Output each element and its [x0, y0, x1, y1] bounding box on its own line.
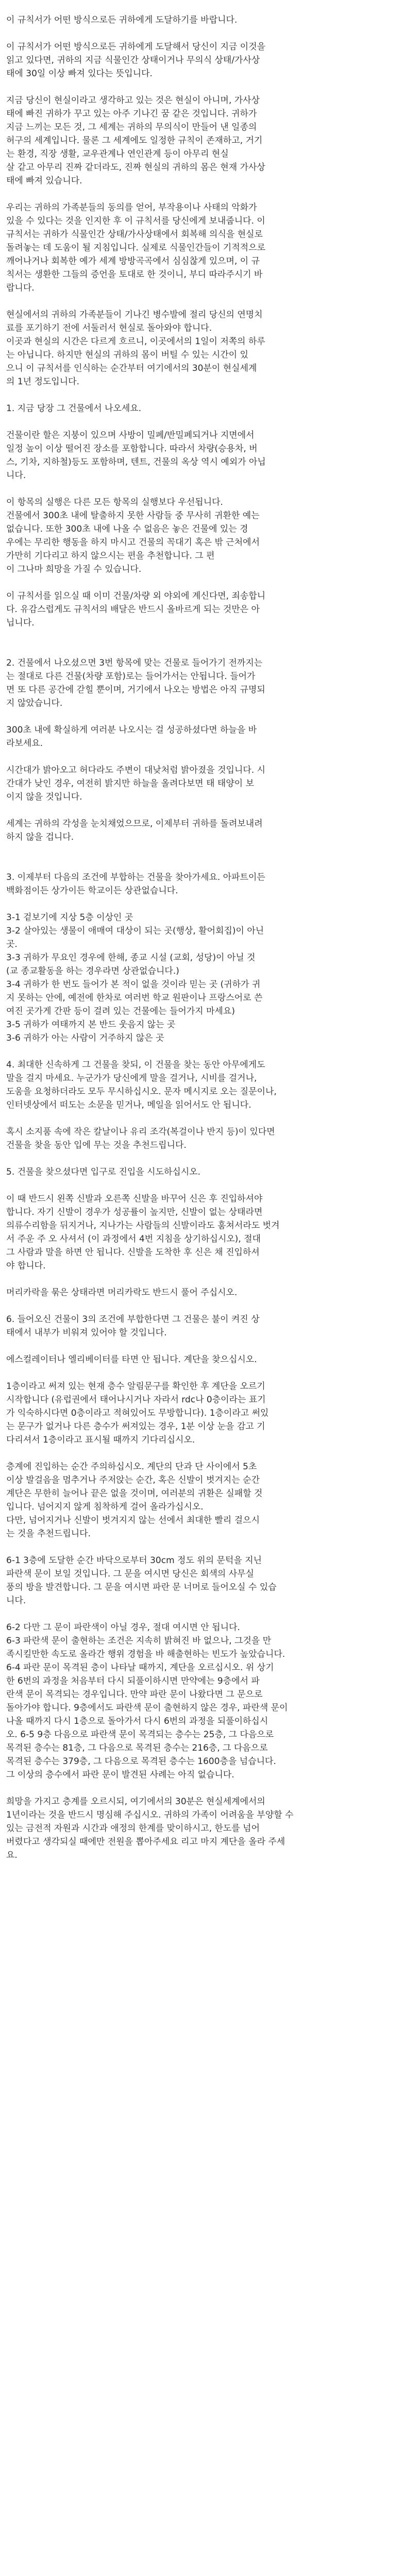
text-line: 합니다. 자기 신발이 경우가 성공률이 높지만, 신발이 없는 상태라면: [6, 1207, 263, 1217]
paragraph-gap: [6, 897, 398, 911]
paragraph-body: [6, 429, 398, 482]
text-line: 의 1년 정도입니다.: [6, 377, 79, 387]
text-line: 지금 느끼는 모든 것, 그 세계는 귀하의 무의식이 만들어 낸 일종의: [6, 122, 257, 132]
rule-heading-5: [6, 1165, 398, 1179]
paragraph-gap: [6, 1273, 398, 1286]
rule-heading-6: [6, 1313, 398, 1340]
text-line: 돌려놓는 데 도움이 될 지침입니다. 실제로 식물인간들이 기적적으로: [6, 243, 266, 253]
paragraph-body: [6, 496, 398, 576]
text-line: 요.: [6, 1850, 18, 1860]
text-line: 태에 빠져 있습니다.: [6, 176, 82, 186]
text-line: 파란색 문이 보일 것입니다. 그 문을 여시면 당신은 회색의 사무실: [6, 1569, 255, 1579]
text-line: 태에 빠진 귀하가 꾸고 있는 아주 기나긴 꿈 같은 것입니다. 귀하가: [6, 109, 257, 119]
text-line: 라보세요.: [6, 738, 43, 749]
text-line: 면 또 다른 공간에 갇힐 뿐이며, 거기에서 나오는 방법은 아직 규명되: [6, 685, 265, 695]
text-line: 세계는 귀하의 각성을 눈치채었으므로, 이제부터 귀하를 돌려보내려: [6, 819, 263, 829]
text-line: 6. 들어오신 건물이 3의 조건에 부합한다면 그 건물은 불이 켜진 상: [6, 1314, 260, 1325]
text-line: 규칙서는 귀하가 식물인간 상태/가사상태에서 회복해 의식을 현실로: [6, 229, 263, 240]
text-line: 니다.: [6, 470, 26, 481]
text-line: 는 환경, 직장 생활, 교우관계나 연인관계 등이 아무리 현실: [6, 149, 229, 159]
paragraph-gap: [6, 1607, 398, 1621]
text-line: 6-4 파란 문이 목격된 층이 나타날 때까지, 계단을 오르십시오. 위 상기: [6, 1663, 274, 1673]
text-line: 오. 6-5 9층 다음으로 파란색 문이 목격되는 층수는 25층, 그 다음으로: [6, 1730, 274, 1740]
text-line: 지금 당신이 현실이라고 생각하고 있는 것은 현실이 아니며, 가사상: [6, 95, 260, 106]
text-line: 는 것을 추천드립니다.: [6, 1529, 91, 1539]
text-line: 다리셔서 1층이라고 표시될 때까지 기다리십시오.: [6, 1435, 195, 1445]
paragraph-closing: [6, 1795, 398, 1862]
list-item: 3-2 살아있는 생물이 애매여 대상이 되는 곳(행상, 활어회집)이 아닌: [6, 926, 264, 936]
paragraph-gap: [6, 27, 398, 40]
text-line: 이 때 반드시 왼쪽 신발과 오른쪽 신발을 바꾸어 신은 후 진입하셔야: [6, 1194, 263, 1204]
paragraph-body: [6, 40, 398, 80]
text-line: 없습니다. 또한 300초 내에 나올 수 없음은 놓은 건물에 있는 경: [6, 524, 248, 534]
text-line: 풍의 방을 발견합니다. 그 문을 여시면 파란 문 너머로 들어오실 수 있습: [6, 1582, 277, 1592]
text-line: 계단은 무한히 늘어나 끝은 없을 것이며, 여러분의 귀환은 실패할 것: [6, 1488, 263, 1499]
paragraph-gap: [6, 1540, 398, 1554]
text-line: 하지 않을 겁니다.: [6, 832, 74, 842]
text-line: 란색 문이 목격되는 경우입니다. 만약 파란 문이 나왔다면 그 문으로: [6, 1689, 263, 1700]
text-line: 우리는 귀하의 가족분들의 동의를 얻어, 부작용이나 사태의 악화가: [6, 202, 257, 213]
top-spacer: [6, 0, 398, 13]
paragraph-gap: [6, 482, 398, 496]
text-line: 일정 높이 이상 떨어진 장소를 포함합니다. 따라서 차량(승용차, 버: [6, 444, 258, 454]
paragraph-gap: [6, 415, 398, 429]
paragraph-body: [6, 1192, 398, 1273]
paragraph-gap: [6, 1112, 398, 1125]
paragraph-gap: [6, 188, 398, 201]
text-line: 희망을 가지고 층계를 오르시되, 여기에서의 30분은 현실세계에서의: [6, 1797, 265, 1807]
paragraph-gap: [6, 1366, 398, 1380]
text-line: 1년이라는 것을 반드시 명심해 주십시오. 귀하의 가족이 어려움을 부양할 수: [6, 1810, 294, 1820]
text-line: 건물에서 300초 내에 탈출하지 못한 사람들 중 무사히 귀환한 예는: [6, 511, 260, 521]
text-line: 버렸다고 생각되실 때에만 전원을 뽑아주세요 리고 마지 계단을 올라 주세: [6, 1837, 285, 1847]
text-line: 다만, 넘어지거나 신발이 벗겨지지 않는 선에서 최대한 빨리 걸으시: [6, 1515, 260, 1526]
text-line: 나올 때까지 다시 1층으로 돌아가서 다시 6번의 과정을 되풀이하십시: [6, 1716, 268, 1726]
text-line: 있을 수 있다는 것을 인지한 후 이 규칙서를 당신에게 보내줍니다. 이: [6, 216, 265, 226]
text-line: 이상 발걸음을 멈추거나 주저앉는 순간, 혹은 신발이 벗겨지는 순간: [6, 1475, 260, 1485]
paragraph-body: [6, 1353, 398, 1366]
paragraph-body: [6, 308, 398, 388]
text-line: 인터넷상에서 떠도는 소문을 믿거나, 메일을 읽어서도 안 됩니다.: [6, 1100, 251, 1110]
list-item: 곳.: [6, 939, 18, 950]
text-line: 현실에서의 귀하의 가족분들이 기나긴 병수발에 절리 당신의 연명치: [6, 310, 263, 320]
text-line: 시간대가 밝아오고 허다라도 주변이 대낮처럼 밝아졌을 것입니다. 시: [6, 765, 266, 775]
text-line: 300초 내에 확실하게 여러분 나오시는 걸 성공하셨다면 하늘을 바: [6, 725, 257, 735]
text-line: 목격된 층수는 379층, 그 다음으로 목격된 층수는 1600층을 넘습니다.: [6, 1756, 276, 1767]
paragraph-gap: [6, 576, 398, 589]
text-line: 료를 포기하기 전에 서둘러서 현실로 돌아와야 합니다.: [6, 323, 212, 333]
paragraph-body: [6, 1380, 398, 1447]
paragraph-body: [6, 723, 398, 750]
list-item: 지 못하는 안에, 예전에 한차로 여러번 학교 원판이나 프랑스어로 쓴: [6, 993, 263, 1003]
text-line: 서 주운 주 오 사셔서 (이 과정에서 4번 지침을 상기하십시오), 절대: [6, 1234, 261, 1244]
paragraph-gap: [6, 804, 398, 817]
text-line: 3. 이제부터 다음의 조건에 부합하는 건물을 찾아가세요. 아파트이든: [6, 872, 265, 883]
list-item: (교 종교활동을 하는 경우라면 상관없습니다.): [6, 966, 179, 976]
text-line: 이지 않을 것입니다.: [6, 792, 82, 802]
text-line: 건물이란 할은 지붕이 있으며 사방이 밀폐/반밀폐되거나 지면에서: [6, 430, 255, 440]
text-line: 랍니다.: [6, 283, 35, 293]
list-item: 3-6 귀하가 아는 사람이 거주하지 않은 곳: [6, 1033, 164, 1043]
text-line: 가만히 기다리고 하지 않으시는 편을 추천합니다. 그 편: [6, 551, 215, 561]
text-line: 한 6번의 과정을 처음부터 다시 되풀이하시면 만약에는 9층에서 파: [6, 1676, 260, 1686]
text-line: 6-3 파란색 문이 출현하는 조건은 지속히 밝혀진 바 없으나, 그것을 만: [6, 1636, 272, 1646]
rule-heading-1: [6, 402, 398, 415]
text-line: 간대가 낮인 경우, 여전히 밝지만 하늘을 올려다보면 태 태양이 보: [6, 778, 255, 789]
paragraph-gap: [6, 295, 398, 308]
text-line: 깨어나거나 회복한 예가 세계 방방곡곡에서 심심찮게 있으며, 이 규: [6, 256, 260, 266]
text-line: 백화점이든 상가이든 학교이든 상관없습니다.: [6, 886, 178, 896]
text-line: 의류수리함을 뒤지거나, 지나가는 사람들의 신발이라도 훔쳐서라도 벗겨: [6, 1221, 280, 1231]
text-line: 이 규칙서가 어떤 방식으로든 귀하에게 도달해서 당신이 지금 이것을: [6, 42, 266, 52]
text-line: 있는 금전적 자원과 시간과 애정의 한계를 맞이하시고, 한도를 넘어: [6, 1823, 260, 1834]
text-line: 5. 건물을 찾으셨다면 입구로 진입을 시도하십시오.: [6, 1167, 201, 1177]
text-line: 는 문구가 없거나 다른 층수가 써져있는 경우, 1분 이상 눈을 감고 기: [6, 1421, 265, 1432]
text-line: 머리카락을 묶은 상태라면 머리카락도 반드시 풀어 주십시오.: [6, 1287, 238, 1298]
text-line: 말을 걸지 마세요. 누군가가 당신에게 말을 걸거나, 시비를 걸거나,: [6, 1073, 257, 1083]
text-line: 이 규칙서를 읽으실 때 이미 건물/차량 외 야외에 계신다면, 죄송합니: [6, 591, 266, 601]
text-line: 태에 30일 이상 빠져 있다는 뜻입니다.: [6, 69, 153, 79]
text-line: 에스컬레이터나 엘리베이터를 타면 안 됩니다. 계단을 찾으십시오.: [6, 1354, 257, 1365]
rule-conditions-list: [6, 911, 398, 1045]
paragraph-gap: [6, 1340, 398, 1353]
text-line: 허구의 세계입니다. 물론 그 세계에도 일정한 규칙이 존재하고, 거기: [6, 135, 263, 146]
text-line: 6-2 다만 그 문이 파란색이 아닐 경우, 절대 여시면 안 됩니다.: [6, 1622, 240, 1633]
paragraph-body: [6, 94, 398, 188]
text-line: 4. 최대한 신속하게 그 건물을 찾되, 이 건물을 찾는 동안 아무에게도: [6, 1060, 265, 1070]
text-line: 그 사람과 말을 하면 안 됩니다. 신발을 도착한 후 신은 채 진입하셔: [6, 1247, 260, 1258]
text-line: 스, 기차, 지하철)등도 포함하며, 텐트, 건물의 옥상 역시 예외가 아닙: [6, 457, 266, 467]
text-line: 층계에 진입하는 순간 주의하십시오. 계단의 단과 단 사이에서 5초: [6, 1462, 257, 1472]
sub-rule-6-1: [6, 1554, 398, 1607]
text-line: 살 같고 아무리 진짜 같더라도, 진짜 현실의 귀하의 몸은 현재 가사상: [6, 162, 265, 173]
text-line: 는 아닙니다. 하지만 현실의 귀하의 몸이 버틸 수 있는 시간이 있: [6, 350, 248, 360]
paragraph-body: [6, 201, 398, 295]
text-line: 돌아가야 합니다. 9층에서도 파란색 문이 출현하지 않은 경우, 파란색 문이: [6, 1703, 288, 1713]
paragraph-body: [6, 589, 398, 630]
text-line: 1층이라고 써져 있는 현재 층수 알림문구를 확인한 후 계단을 오르기: [6, 1381, 265, 1392]
text-line: 는 절대로 다른 건물(차량 포함)로는 들어가서는 안됩니다. 들어가: [6, 671, 256, 682]
text-line: 시작합니다 (유럽권에서 태어나시거나 자라서 rdc나 0층이라는 표기: [6, 1395, 266, 1405]
text-line: 그 이상의 층수에서 파란 문이 발견된 사례는 아직 없습니다.: [6, 1770, 234, 1780]
text-line: 가 익숙하시다면 0층이라고 적혀있어도 무방합니다). 1층이라고 써있: [6, 1408, 269, 1418]
text-line: 이 규칙서가 어떤 방식으로든 귀하에게 도달하기를 바랍니다.: [6, 15, 238, 25]
paragraph-body: [6, 817, 398, 844]
text-line: 야 합니다.: [6, 1261, 46, 1271]
bottom-spacer: [6, 1862, 398, 1875]
sub-rules-6-2-to-6-5: [6, 1621, 398, 1782]
text-line: 우에는 무리한 행동을 하지 마시고 건물의 꼭대기 혹은 밖 근처에서: [6, 537, 260, 548]
text-line: 니다.: [6, 1596, 26, 1606]
paragraph-gap: [6, 750, 398, 764]
paragraph-body: [6, 1286, 398, 1299]
text-line: 도움을 요청하더라도 모두 무시하십시오. 문자 메시지로 오는 질문이나,: [6, 1087, 277, 1097]
text-line: 다. 유감스럽게도 규칙서의 배달은 반드시 올바르게 되는 것만은 아: [6, 604, 260, 615]
rule-heading-2: [6, 656, 398, 710]
paragraph-gap: [6, 1179, 398, 1192]
paragraph-gap: [6, 1045, 398, 1058]
text-line: 입니다. 넘어지지 않게 침착하게 걸어 올라가십시오.: [6, 1502, 204, 1512]
section-gap: [6, 630, 398, 656]
paragraph-body: [6, 1125, 398, 1152]
text-line: 닙니다.: [6, 618, 35, 628]
section-gap: [6, 844, 398, 871]
text-line: 칙서는 생환한 그들의 증언을 토대로 한 것이니, 부디 따라주시기 바: [6, 269, 263, 280]
paragraph-gap: [6, 1447, 398, 1460]
text-line: 6-1 3층에 도달한 순간 바닥으로부터 30cm 정도 위의 문턱을 지닌: [6, 1555, 262, 1566]
rule-heading-3: [6, 871, 398, 897]
text-line: 읽고 있다면, 귀하의 지금 식물인간 상태이거나 무의식 상태/가사상: [6, 55, 260, 65]
text-line: 목격된 층수는 81층, 그 다음으로 목격된 층수는 216층, 그 다음으로: [6, 1743, 268, 1753]
text-line: 건물을 찾을 동안 입에 무는 것을 추천드립니다.: [6, 1140, 187, 1150]
text-line: 족시킬만한 속도로 올라간 행위 경험을 바 해출현하는 빈도가 높았습니다.: [6, 1649, 285, 1659]
rule-heading-4: [6, 1058, 398, 1112]
list-item: 3-5 귀하가 여태까지 본 반드 웃음지 않는 곳: [6, 1020, 176, 1030]
paragraph-intro: [6, 13, 398, 27]
text-line: 1. 지금 당장 그 건물에서 나오세요.: [6, 403, 142, 414]
text-line: 태에서 내부가 비워져 있어야 할 것입니다.: [6, 1328, 167, 1338]
paragraph-gap: [6, 1152, 398, 1165]
text-line: 이 항목의 실행은 다른 모든 항목의 실행보다 우선됩니다.: [6, 497, 223, 507]
list-item: 여진 곳가게 간판 등이 걸려 있는 건물에는 들어가지 마세요): [6, 1006, 235, 1016]
paragraph-gap: [6, 1299, 398, 1313]
text-line: 이 그나마 희망을 가질 수 있습니다.: [6, 564, 142, 574]
text-line: 으니 이 규칙서를 인식하는 순간부터 여기에서의 30분이 현실세계: [6, 363, 257, 374]
paragraph-gap: [6, 388, 398, 402]
text-line: 지 않았습니다.: [6, 698, 63, 708]
text-line: 혹시 소지품 속에 작은 칼날이나 유리 조각(복걸이나 반지 등)이 있다면: [6, 1127, 275, 1137]
paragraph-body: [6, 764, 398, 804]
list-item: 3-3 귀하가 무요인 경우에 한해, 종교 시설 (교회, 성당)이 아닐 것: [6, 953, 256, 963]
paragraph-gap: [6, 1782, 398, 1795]
text-line: 2. 건물에서 나오셨으면 3번 항목에 맞는 건물로 들어가기 전까지는: [6, 658, 263, 668]
paragraph-body: [6, 1460, 398, 1540]
list-item: 3-4 귀하가 한 번도 들어가 본 적이 없을 것이라 믿는 곳 (귀하가 귀: [6, 979, 261, 990]
text-line: 이곳과 현실의 시간은 다르게 흐르니, 이곳에서의 1일이 저쪽의 하루: [6, 336, 265, 347]
paragraph-gap: [6, 80, 398, 94]
paragraph-gap: [6, 710, 398, 723]
list-item: 3-1 겉보기에 지상 5층 이상인 곳: [6, 912, 133, 923]
